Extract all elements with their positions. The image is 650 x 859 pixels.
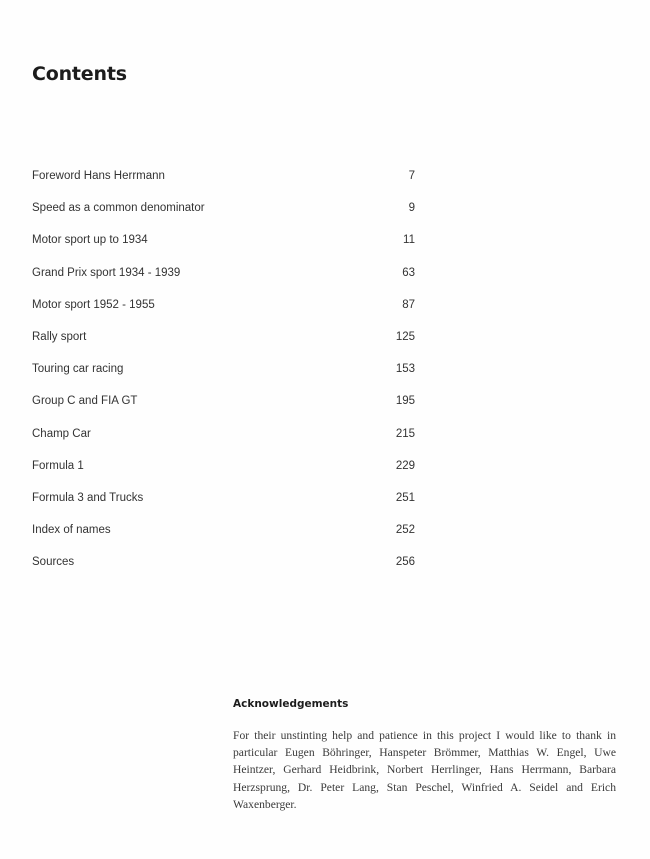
toc-entry [32, 166, 415, 198]
toc-entry-page: 153 [395, 363, 415, 376]
toc-entry [32, 488, 415, 520]
toc-entry-label: Formula 3 and Trucks [32, 491, 144, 504]
toc-entry-page: 229 [395, 459, 415, 472]
toc-entry-label: Formula 1 [32, 459, 84, 472]
toc-entry-page: 251 [395, 491, 415, 504]
toc-entry [32, 359, 415, 391]
acknowledgements-section [233, 698, 616, 813]
toc-entry-page: 7 [408, 170, 415, 182]
toc-entry [32, 552, 415, 584]
toc-entry-label: Motor sport up to 1934 [32, 234, 148, 247]
toc-entry-page: 256 [395, 556, 415, 569]
toc-entry-label: Group C and FIA GT [32, 395, 138, 408]
toc-entry-label: Grand Prix sport 1934 - 1939 [32, 266, 181, 279]
toc-entry-page: 87 [402, 298, 415, 311]
toc-entry-page: 195 [395, 395, 415, 408]
toc-entry-page: 252 [395, 524, 415, 537]
toc-entry-label: Touring car racing [32, 363, 124, 376]
toc-entry-page: 215 [395, 427, 415, 440]
toc-entry [32, 391, 415, 423]
toc-entry-page: 63 [402, 266, 415, 279]
toc-entry-page: 11 [403, 234, 415, 247]
acknowledgements-text: For their unstinting help and patience in this project I would like to thank in particular Eugen Böhringer, Hanspeter Brömmer, Matthias W. Engel, Uwe Heintzer, Gerhard Heidbrink, Norbert Herrlinger, Hans Herrmann, Barbara Herzsprung, Dr. Peter Lang, Stan Peschel, Winfried A. Seidel and Erich Waxenberger. [233, 729, 616, 811]
toc-entry [32, 327, 415, 359]
page-title: Contents [32, 63, 127, 85]
toc-entry [32, 230, 415, 262]
toc-entry-label: Champ Car [32, 427, 91, 440]
toc-entry-label: Rally sport [32, 330, 87, 343]
toc-entry-label: Index of names [32, 524, 111, 537]
toc-entry-label: Speed as a common denominator [32, 202, 205, 215]
toc-entry [32, 520, 415, 552]
toc-entry [32, 424, 415, 456]
toc-entry-label: Motor sport 1952 - 1955 [32, 298, 155, 311]
toc-entry-page: 9 [408, 202, 415, 215]
toc-entry [32, 456, 415, 488]
acknowledgements-heading: Acknowledgements [233, 698, 349, 710]
toc-entry [32, 263, 415, 295]
toc-entry-label: Foreword Hans Herrmann [32, 170, 165, 182]
toc-entry [32, 198, 415, 230]
toc-entry [32, 295, 415, 327]
table-of-contents [32, 166, 415, 584]
toc-entry-label: Sources [32, 556, 75, 569]
toc-entry-page: 125 [395, 330, 415, 343]
